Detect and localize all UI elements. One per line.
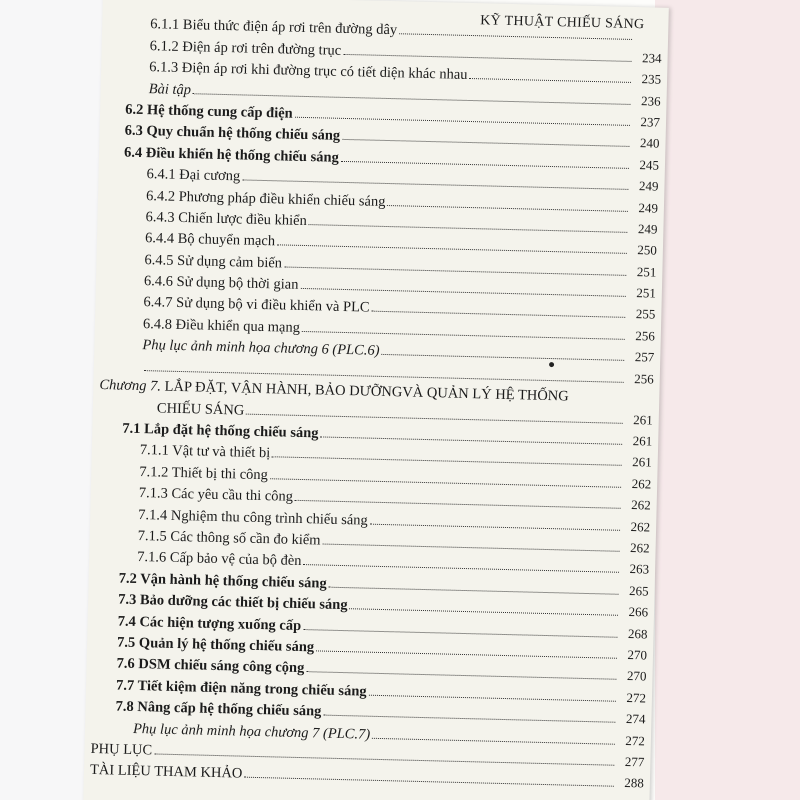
toc-entry-page: 240 (639, 135, 660, 151)
toc-entry-page: 257 (634, 349, 655, 365)
toc-entry-label: 7.2 Vận hành hệ thống chiếu sáng (118, 570, 327, 592)
toc-entry-label: 6.4.4 Bộ chuyển mạch (144, 230, 276, 250)
toc-entry-page: 251 (636, 285, 657, 301)
toc-entry-label: 7.1.1 Vật tư và thiết bị (139, 442, 271, 462)
toc-entry-page: 270 (626, 668, 647, 684)
toc-entry-page: 251 (636, 263, 657, 280)
toc-entry-label: 7.3 Bảo dưỡng các thiết bị chiếu sáng (118, 591, 348, 614)
toc-entry-page: 234 (641, 49, 662, 66)
toc-entry-page: 268 (627, 625, 648, 642)
toc-entry-label: PHỤ LỤC (90, 740, 153, 759)
toc-entry-page: 235 (641, 71, 662, 87)
toc-entry-label: 7.5 Quản lý hệ thống chiếu sáng (116, 634, 315, 656)
toc-entry-page: 236 (640, 92, 661, 109)
chapter-7-title-cont: CHIẾU SÁNG (156, 400, 245, 419)
toc-entry-page: 265 (628, 582, 649, 599)
toc-entry-page: 288 (624, 775, 645, 791)
chapter-7-prefix: Chương 7. (99, 376, 162, 395)
toc-entry-label: 6.1.3 Điện áp rơi khi đường trục có tiết diện khác nhau (149, 59, 468, 84)
toc-entry-page: 255 (635, 306, 656, 323)
toc-section-7 (84, 415, 653, 792)
chapter-7-page: 261 (633, 411, 653, 428)
running-header: KỸ THUẬT CHIẾU SÁNG (480, 13, 645, 33)
chapter-7-title: LẮP ĐẶT, VẬN HÀNH, BẢO DƯỠNGVÀ QUẢN LÝ HỆ THỐNG (164, 378, 569, 405)
toc-entry-label: Phụ lục ảnh minh họa chương 6 (PLC.6) (142, 337, 380, 360)
toc-entry-label: 7.7 Tiết kiệm điện năng trong chiếu sáng (115, 677, 367, 700)
toc-entry-page: 263 (629, 561, 650, 577)
toc-entry-page: 274 (625, 711, 646, 727)
toc-entry-label: 7.1 Lắp đặt hệ thống chiếu sáng (122, 420, 319, 442)
toc-entry-page: 261 (632, 433, 653, 449)
toc-entry-page: 262 (630, 518, 651, 535)
toc-entry-page: 237 (640, 114, 661, 130)
toc-entry-label: 6.4.1 Đại cương (146, 166, 241, 185)
toc-entry-page: 261 (632, 454, 652, 470)
toc-entry-label: 7.8 Nâng cấp hệ thống chiếu sáng (115, 698, 322, 720)
toc-entry-page: 262 (629, 540, 650, 556)
toc-entry-label: 6.1.1 Biểu thức điện áp rơi trên đường dây (150, 16, 398, 39)
toc-entry-label: 7.1.4 Nghiệm thu công trình chiếu sáng (138, 506, 368, 529)
toc-entry-page: 277 (624, 753, 645, 770)
toc-entry-label: TÀI LIỆU THAM KHẢO (89, 762, 243, 782)
toc-entry-label: Bài tập (148, 80, 192, 98)
toc-entry-label: 7.1.6 Cấp bảo vệ của bộ đèn (137, 549, 302, 570)
toc-entry-page: 270 (627, 646, 648, 663)
toc-entry-label: 6.4.7 Sử dụng bộ vi điều khiển và PLC (143, 294, 370, 317)
toc-entry-page: 249 (638, 178, 659, 194)
toc-entry-page: 272 (625, 732, 646, 748)
toc-entry-label: 7.6 DSM chiếu sáng công cộng (116, 655, 305, 677)
book-page (83, 0, 669, 800)
toc-entry-page: 249 (638, 199, 659, 216)
dot-leader (244, 777, 614, 787)
toc-entry-label: 6.1.2 Điện áp rơi trên đường trục (149, 37, 342, 59)
toc-entry-page: 249 (637, 221, 658, 237)
toc-entry-label: 6.4.6 Sử dụng bộ thời gian (143, 273, 299, 293)
toc-entry-label: 6.4.5 Sử dụng cảm biến (144, 251, 283, 272)
toc-entry-label: 6.4.8 Điều khiển qua mạng (142, 315, 301, 336)
toc-entry-label: 6.4.3 Chiến lược điều khiển (145, 209, 308, 229)
toc-entry-page: 245 (639, 156, 660, 173)
toc-entry-page: 266 (628, 604, 649, 620)
toc-entry-page: 272 (626, 689, 647, 706)
toc-entry-label: 6.3 Quy chuẩn hệ thống chiếu sáng (124, 122, 341, 145)
toc-entry-page: 262 (630, 497, 651, 513)
toc-entry-label: 6.4 Điều khiển hệ thống chiếu sáng (123, 144, 340, 166)
toc-entry-page: 262 (631, 475, 652, 492)
toc-entry-label: 6.4.2 Phương pháp điều khiển chiếu sáng (145, 187, 386, 210)
stray-dot (549, 362, 554, 367)
toc-entry-label: 7.1.3 Các yêu cầu thi công (138, 485, 294, 505)
toc-entry-label: Phụ lục ảnh minh họa chương 7 (PLC.7) (132, 720, 371, 743)
background-right (655, 0, 800, 800)
toc-section-6 (94, 10, 663, 387)
toc-entry-label: 7.1.2 Thiết bị thi công (139, 463, 269, 483)
toc-entry-page: 250 (637, 242, 658, 258)
dot-leader (469, 78, 631, 83)
toc-entry-label: 7.4 Các hiện tượng xuống cấp (117, 613, 302, 634)
toc-entry-page: 256 (634, 370, 654, 387)
toc-entry-label: 6.2 Hệ thống cung cấp điện (124, 101, 293, 122)
toc-entry-page: 256 (635, 327, 655, 344)
table-of-contents (84, 10, 663, 792)
toc-entry-label: 7.1.5 Các thông số cần đo kiểm (137, 527, 321, 549)
